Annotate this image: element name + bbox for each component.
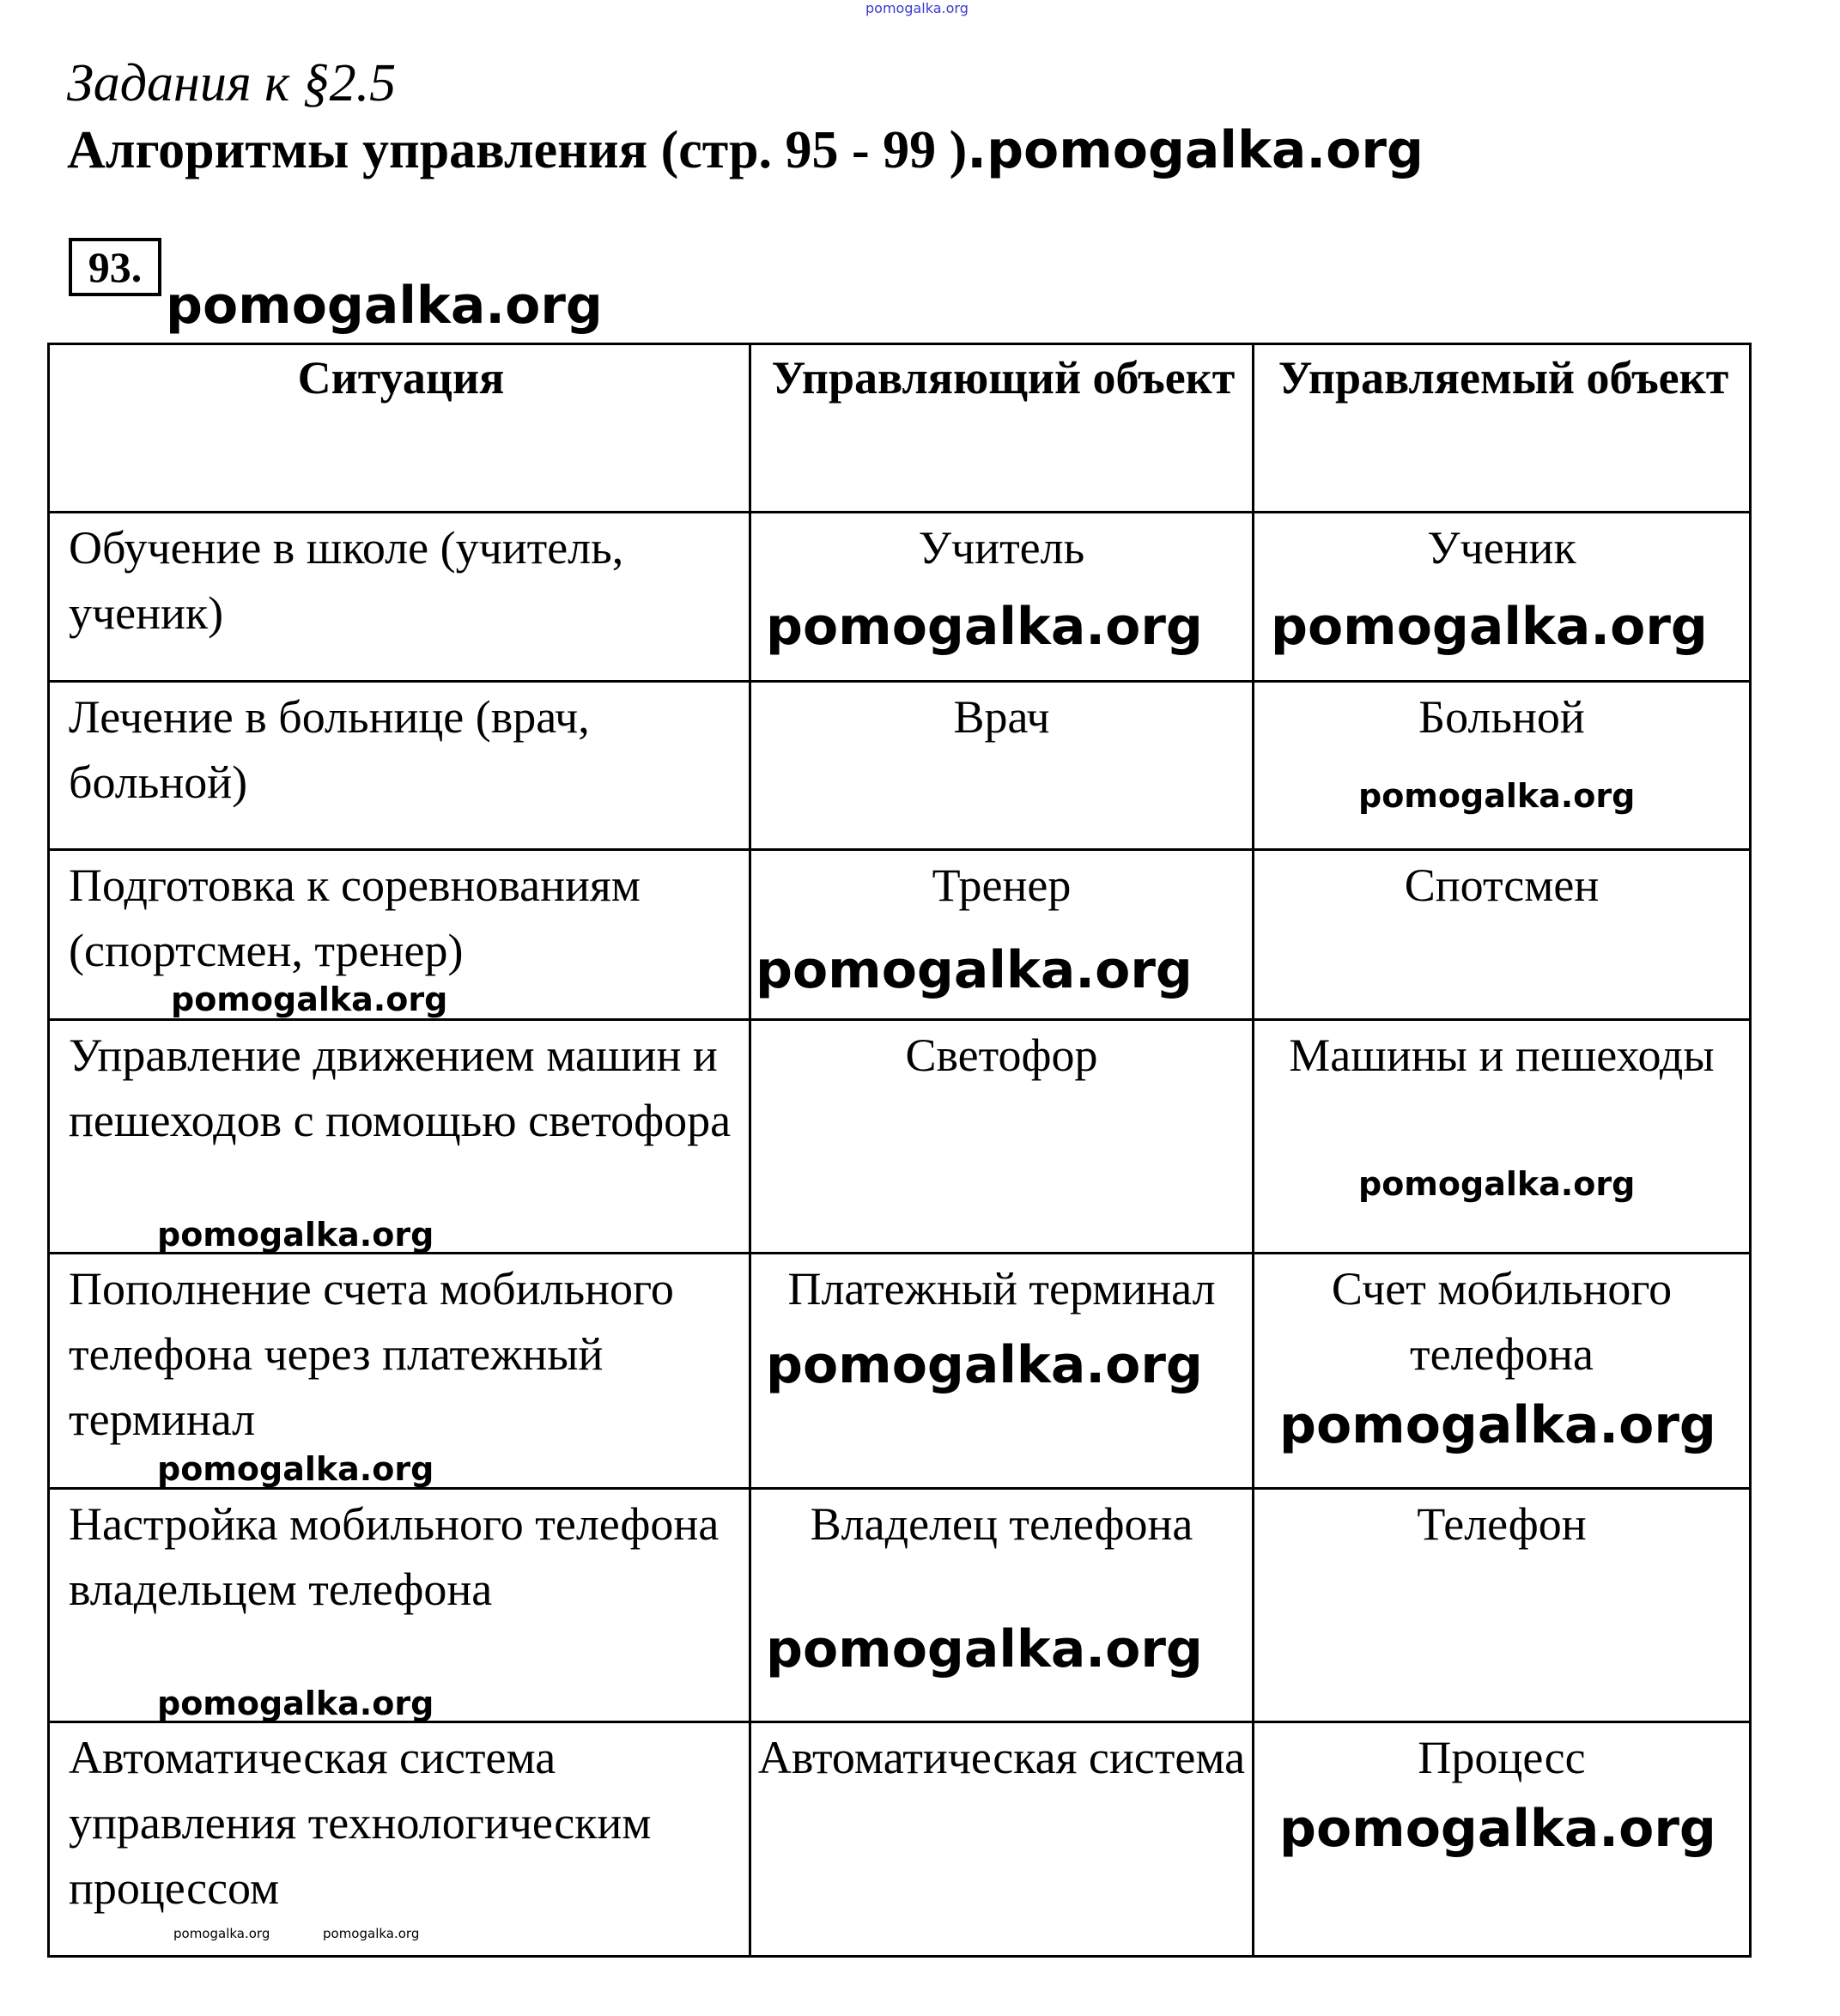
- situation-cell: Настройка мобильного телефона владельцем телефона: [49, 1489, 750, 1722]
- watermark: pomogalka.org: [756, 940, 1193, 1000]
- watermark: pomogalka.org: [1358, 777, 1636, 815]
- controller-cell: Светофор: [750, 1020, 1254, 1254]
- controller-cell: Платежный терминал: [750, 1254, 1254, 1489]
- watermark: pomogalka.org: [766, 597, 1203, 657]
- watermark: pomogalka.org: [157, 1216, 434, 1254]
- page-heading: [67, 120, 1424, 181]
- watermark: pomogalka.org: [166, 276, 603, 336]
- table-header-row: [49, 344, 1751, 513]
- controlled-cell: Больной: [1254, 682, 1751, 850]
- situation-cell: Лечение в больнице (врач, больной): [49, 682, 750, 850]
- watermark: pomogalka.org: [323, 1926, 420, 1941]
- column-header-controlled: Управляемый объект: [1254, 344, 1751, 513]
- watermark: pomogalka.org: [766, 1619, 1203, 1679]
- controller-cell: Тренер: [750, 850, 1254, 1020]
- watermark: pomogalka.org: [157, 1450, 434, 1488]
- watermark: pomogalka.org: [171, 981, 448, 1018]
- watermark: pomogalka.org: [1279, 1395, 1716, 1455]
- situation-cell: Управление движением машин и пешеходов с помощью светофора: [49, 1020, 750, 1254]
- controlled-cell: Машины и пешеходы: [1254, 1020, 1751, 1254]
- watermark: pomogalka.org: [1271, 597, 1708, 657]
- controlled-cell: Спотсмен: [1254, 850, 1751, 1020]
- controlled-cell: Ученик: [1254, 513, 1751, 682]
- situation-cell: Обучение в школе (учитель, ученик): [49, 513, 750, 682]
- task-number: 93.: [69, 238, 161, 296]
- controlled-cell: Счет мобильного телефона: [1254, 1254, 1751, 1489]
- watermark: pomogalka.org: [1279, 1799, 1716, 1859]
- watermark: pomogalka.org: [1358, 1165, 1636, 1203]
- watermark: pomogalka.org: [157, 1685, 434, 1722]
- watermark: pomogalka.org: [766, 1335, 1203, 1395]
- watermark-top: pomogalka.org: [865, 0, 969, 16]
- watermark: pomogalka.org: [173, 1926, 270, 1941]
- table-row: [49, 682, 1751, 850]
- controlled-cell: Процесс: [1254, 1722, 1751, 1957]
- situation-cell: Подготовка к соревнованиям (спортсмен, тренер): [49, 850, 750, 1020]
- heading-text: Алгоритмы управления (стр. 95 - 99 ): [67, 121, 968, 179]
- controller-cell: Автоматическая система: [750, 1722, 1254, 1957]
- controller-cell: Владелец телефона: [750, 1489, 1254, 1722]
- situation-cell: Пополнение счета мобильного телефона через платежный терминал: [49, 1254, 750, 1489]
- column-header-situation: Ситуация: [49, 344, 750, 513]
- section-subtitle: Задания к §2.5: [67, 54, 397, 112]
- controller-cell: Врач: [750, 682, 1254, 850]
- heading-watermark: .pomogalka.org: [967, 120, 1424, 180]
- controlled-cell: Телефон: [1254, 1489, 1751, 1722]
- column-header-controller: Управляющий объект: [750, 344, 1254, 513]
- controller-cell: Учитель: [750, 513, 1254, 682]
- situation-cell: Автоматическая система управления технологическим процессом: [49, 1722, 750, 1957]
